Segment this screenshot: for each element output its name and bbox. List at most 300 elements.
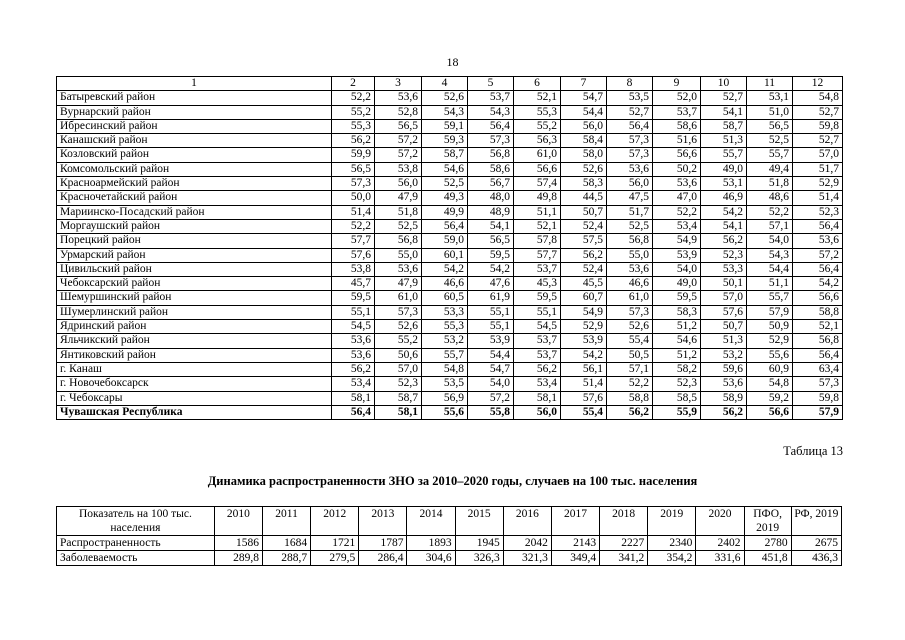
value-cell: 56,6	[793, 291, 843, 305]
value-cell: 52,6	[422, 91, 468, 105]
value-cell: 52,2	[747, 205, 793, 219]
district-name-cell: г. Чебоксары	[57, 391, 332, 405]
value-cell: 52,1	[514, 91, 561, 105]
value-cell: 53,6	[701, 377, 747, 391]
value-cell: 57,3	[607, 305, 653, 319]
value-cell: 57,2	[375, 134, 422, 148]
value-cell: 56,6	[747, 405, 793, 419]
value-cell: 321,3	[503, 551, 551, 566]
table-row	[57, 162, 843, 176]
value-cell: 55,3	[332, 119, 375, 133]
value-cell: 56,5	[332, 162, 375, 176]
value-cell: 51,2	[653, 348, 701, 362]
value-cell: 57,3	[332, 177, 375, 191]
value-cell: 53,4	[332, 377, 375, 391]
table-row	[57, 148, 843, 162]
value-cell: 55,6	[747, 348, 793, 362]
value-cell: 58,6	[653, 119, 701, 133]
value-cell: 57,0	[375, 362, 422, 376]
district-name-cell: Урмарский район	[57, 248, 332, 262]
value-cell: 56,4	[793, 219, 843, 233]
table-row	[57, 391, 843, 405]
indicator-name-cell: Распространенность	[57, 536, 215, 551]
table-row	[57, 551, 842, 566]
table-row	[57, 105, 843, 119]
value-cell: 58,5	[653, 391, 701, 405]
value-cell: 1893	[407, 536, 455, 551]
value-cell: 52,7	[701, 91, 747, 105]
value-cell: 55,4	[607, 334, 653, 348]
value-cell: 279,5	[311, 551, 359, 566]
value-cell: 56,5	[747, 119, 793, 133]
value-cell: 49,0	[653, 277, 701, 291]
value-cell: 56,2	[607, 405, 653, 419]
value-cell: 51,3	[701, 134, 747, 148]
value-cell: 56,8	[375, 234, 422, 248]
value-cell: 50,5	[607, 348, 653, 362]
value-cell: 56,9	[422, 391, 468, 405]
value-cell: 53,4	[653, 219, 701, 233]
district-name-cell: Яльчикский район	[57, 334, 332, 348]
value-cell: 53,6	[375, 91, 422, 105]
column-number-cell: 9	[653, 77, 701, 91]
value-cell: 56,8	[793, 334, 843, 348]
value-cell: 54,7	[561, 91, 607, 105]
value-cell: 54,6	[653, 334, 701, 348]
value-cell: 52,6	[607, 320, 653, 334]
value-cell: 52,2	[332, 219, 375, 233]
table-row	[57, 320, 843, 334]
value-cell: 52,4	[561, 262, 607, 276]
value-cell: 55,9	[653, 405, 701, 419]
table-row	[57, 334, 843, 348]
year-header-cell: 2016	[503, 507, 551, 536]
value-cell: 56,4	[607, 119, 653, 133]
value-cell: 57,4	[514, 177, 561, 191]
value-cell: 52,6	[561, 162, 607, 176]
value-cell: 52,2	[607, 377, 653, 391]
value-cell: 49,0	[701, 162, 747, 176]
value-cell: 54,2	[468, 262, 514, 276]
value-cell: 55,3	[422, 320, 468, 334]
value-cell: 51,3	[701, 334, 747, 348]
value-cell: 56,6	[514, 162, 561, 176]
district-name-cell: Порецкий район	[57, 234, 332, 248]
year-header-cell: 2014	[407, 507, 455, 536]
value-cell: 56,8	[468, 148, 514, 162]
value-cell: 58,7	[701, 119, 747, 133]
value-cell: 57,3	[607, 148, 653, 162]
value-cell: 55,1	[468, 305, 514, 319]
value-cell: 54,1	[701, 219, 747, 233]
value-cell: 52,1	[514, 219, 561, 233]
value-cell: 52,3	[793, 205, 843, 219]
value-cell: 60,9	[747, 362, 793, 376]
value-cell: 53,6	[607, 262, 653, 276]
column-number-cell: 8	[607, 77, 653, 91]
value-cell: 58,1	[514, 391, 561, 405]
value-cell: 54,9	[561, 305, 607, 319]
value-cell: 54,3	[747, 248, 793, 262]
value-cell: 56,2	[701, 234, 747, 248]
value-cell: 52,9	[793, 177, 843, 191]
table-row	[57, 91, 843, 105]
value-cell: 1586	[214, 536, 262, 551]
value-cell: 51,7	[607, 205, 653, 219]
value-cell: 54,6	[422, 162, 468, 176]
year-header-cell: 2011	[262, 507, 310, 536]
value-cell: 53,6	[332, 348, 375, 362]
year-header-cell: 2017	[551, 507, 599, 536]
indicator-header-cell: Показатель на 100 тыс. населения	[57, 507, 215, 536]
value-cell: 48,9	[468, 205, 514, 219]
value-cell: 54,0	[653, 262, 701, 276]
value-cell: 56,4	[422, 219, 468, 233]
value-cell: 59,3	[422, 134, 468, 148]
value-cell: 54,1	[701, 105, 747, 119]
value-cell: 50,0	[332, 191, 375, 205]
value-cell: 53,6	[375, 262, 422, 276]
value-cell: 53,6	[607, 162, 653, 176]
district-name-cell: Моргаушский район	[57, 219, 332, 233]
district-name-cell: Красноармейский район	[57, 177, 332, 191]
value-cell: 1684	[262, 536, 310, 551]
column-number-cell: 3	[375, 77, 422, 91]
value-cell: 56,2	[561, 248, 607, 262]
value-cell: 55,4	[561, 405, 607, 419]
value-cell: 57,3	[607, 134, 653, 148]
value-cell: 1787	[359, 536, 407, 551]
value-cell: 53,2	[701, 348, 747, 362]
value-cell: 57,2	[375, 148, 422, 162]
table-row	[57, 119, 843, 133]
value-cell: 58,3	[653, 305, 701, 319]
value-cell: 52,7	[793, 105, 843, 119]
district-name-cell: Цивильский район	[57, 262, 332, 276]
column-number-cell: 6	[514, 77, 561, 91]
value-cell: 56,0	[561, 119, 607, 133]
value-cell: 56,0	[375, 177, 422, 191]
value-cell: 56,0	[607, 177, 653, 191]
year-header-cell: 2018	[600, 507, 648, 536]
value-cell: 286,4	[359, 551, 407, 566]
value-cell: 57,9	[747, 305, 793, 319]
district-name-cell: Чебоксарский район	[57, 277, 332, 291]
value-cell: 53,6	[332, 334, 375, 348]
column-number-cell: 5	[468, 77, 514, 91]
value-cell: 57,1	[607, 362, 653, 376]
value-cell: 53,1	[701, 177, 747, 191]
value-cell: 53,4	[514, 377, 561, 391]
value-cell: 44,5	[561, 191, 607, 205]
value-cell: 2042	[503, 536, 551, 551]
value-cell: 58,3	[561, 177, 607, 191]
value-cell: 2227	[600, 536, 648, 551]
value-cell: 56,0	[514, 405, 561, 419]
value-cell: 52,9	[747, 334, 793, 348]
value-cell: 50,1	[701, 277, 747, 291]
value-cell: 49,9	[422, 205, 468, 219]
value-cell: 341,2	[600, 551, 648, 566]
value-cell: 49,8	[514, 191, 561, 205]
value-cell: 51,4	[793, 191, 843, 205]
table-row	[57, 219, 843, 233]
table-row	[57, 205, 843, 219]
value-cell: 52,5	[422, 177, 468, 191]
reference-header-cell: РФ, 2019	[791, 507, 841, 536]
value-cell: 48,6	[747, 191, 793, 205]
value-cell: 56,5	[375, 119, 422, 133]
value-cell: 52,5	[375, 219, 422, 233]
value-cell: 349,4	[551, 551, 599, 566]
value-cell: 45,3	[514, 277, 561, 291]
value-cell: 55,2	[514, 119, 561, 133]
district-name-cell: Канашский район	[57, 134, 332, 148]
column-number-cell: 7	[561, 77, 607, 91]
value-cell: 57,9	[793, 405, 843, 419]
value-cell: 45,7	[332, 277, 375, 291]
year-header-cell: 2015	[455, 507, 503, 536]
value-cell: 51,8	[375, 205, 422, 219]
value-cell: 1721	[311, 536, 359, 551]
value-cell: 51,4	[332, 205, 375, 219]
value-cell: 52,5	[747, 134, 793, 148]
table-row	[57, 377, 843, 391]
value-cell: 54,8	[747, 377, 793, 391]
value-cell: 58,6	[468, 162, 514, 176]
value-cell: 60,1	[422, 248, 468, 262]
value-cell: 56,5	[468, 234, 514, 248]
district-name-cell: Ядринский район	[57, 320, 332, 334]
value-cell: 56,7	[468, 177, 514, 191]
value-cell: 47,5	[607, 191, 653, 205]
value-cell: 59,8	[793, 391, 843, 405]
table-total-row	[57, 405, 843, 419]
value-cell: 331,6	[696, 551, 744, 566]
value-cell: 436,3	[791, 551, 841, 566]
value-cell: 53,6	[793, 234, 843, 248]
value-cell: 289,8	[214, 551, 262, 566]
value-cell: 57,6	[561, 391, 607, 405]
district-name-cell: Козловский район	[57, 148, 332, 162]
district-name-cell: Мариинско-Посадский район	[57, 205, 332, 219]
year-header-cell: 2010	[214, 507, 262, 536]
value-cell: 55,0	[607, 248, 653, 262]
value-cell: 57,3	[375, 305, 422, 319]
value-cell: 48,0	[468, 191, 514, 205]
value-cell: 45,5	[561, 277, 607, 291]
value-cell: 50,6	[375, 348, 422, 362]
value-cell: 56,4	[468, 119, 514, 133]
value-cell: 59,1	[422, 119, 468, 133]
value-cell: 55,3	[514, 105, 561, 119]
value-cell: 53,7	[514, 348, 561, 362]
value-cell: 54,2	[701, 205, 747, 219]
value-cell: 61,0	[607, 291, 653, 305]
column-number-cell: 2	[332, 77, 375, 91]
value-cell: 53,3	[701, 262, 747, 276]
value-cell: 61,0	[514, 148, 561, 162]
value-cell: 58,8	[607, 391, 653, 405]
value-cell: 59,8	[793, 119, 843, 133]
value-cell: 57,0	[793, 148, 843, 162]
table-row	[57, 177, 843, 191]
value-cell: 52,2	[332, 91, 375, 105]
value-cell: 55,7	[747, 291, 793, 305]
value-cell: 57,6	[701, 305, 747, 319]
value-cell: 57,5	[561, 234, 607, 248]
value-cell: 54,3	[468, 105, 514, 119]
value-cell: 55,7	[747, 148, 793, 162]
value-cell: 56,2	[332, 362, 375, 376]
value-cell: 53,7	[653, 105, 701, 119]
value-cell: 47,9	[375, 191, 422, 205]
regional-rates-table	[56, 76, 843, 420]
year-header-cell: 2019	[648, 507, 696, 536]
value-cell: 52,2	[653, 205, 701, 219]
value-cell: 52,0	[653, 91, 701, 105]
district-name-cell: Чувашская Республика	[57, 405, 332, 419]
value-cell: 2340	[648, 536, 696, 551]
value-cell: 55,2	[375, 334, 422, 348]
value-cell: 54,4	[747, 262, 793, 276]
value-cell: 53,7	[514, 334, 561, 348]
value-cell: 55,1	[514, 305, 561, 319]
value-cell: 54,5	[514, 320, 561, 334]
value-cell: 1945	[455, 536, 503, 551]
value-cell: 2143	[551, 536, 599, 551]
table-row	[57, 134, 843, 148]
value-cell: 55,7	[422, 348, 468, 362]
value-cell: 52,4	[561, 219, 607, 233]
value-cell: 58,8	[793, 305, 843, 319]
prevalence-dynamics-table	[56, 506, 842, 566]
table-row	[57, 262, 843, 276]
value-cell: 55,1	[332, 305, 375, 319]
value-cell: 2780	[744, 536, 791, 551]
value-cell: 52,3	[653, 377, 701, 391]
value-cell: 54,9	[653, 234, 701, 248]
district-name-cell: Комсомольский район	[57, 162, 332, 176]
value-cell: 57,3	[793, 377, 843, 391]
value-cell: 57,7	[514, 248, 561, 262]
value-cell: 52,1	[793, 320, 843, 334]
value-cell: 56,6	[653, 148, 701, 162]
value-cell: 50,2	[653, 162, 701, 176]
district-name-cell: Янтиковский район	[57, 348, 332, 362]
value-cell: 60,5	[422, 291, 468, 305]
value-cell: 288,7	[262, 551, 310, 566]
value-cell: 57,2	[793, 248, 843, 262]
value-cell: 59,5	[653, 291, 701, 305]
district-name-cell: Шемуршинский район	[57, 291, 332, 305]
district-name-cell: Красночетайский район	[57, 191, 332, 205]
table-row	[57, 277, 843, 291]
value-cell: 2675	[791, 536, 841, 551]
value-cell: 51,4	[561, 377, 607, 391]
value-cell: 53,9	[653, 248, 701, 262]
value-cell: 53,6	[653, 177, 701, 191]
value-cell: 56,1	[561, 362, 607, 376]
value-cell: 57,7	[332, 234, 375, 248]
value-cell: 59,2	[747, 391, 793, 405]
value-cell: 55,1	[468, 320, 514, 334]
column-number-cell: 10	[701, 77, 747, 91]
value-cell: 54,3	[422, 105, 468, 119]
column-number-cell: 1	[57, 77, 332, 91]
value-cell: 56,3	[514, 134, 561, 148]
district-name-cell: Вурнарский район	[57, 105, 332, 119]
value-cell: 46,6	[607, 277, 653, 291]
value-cell: 53,5	[607, 91, 653, 105]
value-cell: 58,1	[375, 405, 422, 419]
value-cell: 52,5	[607, 219, 653, 233]
value-cell: 47,9	[375, 277, 422, 291]
value-cell: 46,6	[422, 277, 468, 291]
district-name-cell: г. Новочебоксарск	[57, 377, 332, 391]
value-cell: 54,0	[747, 234, 793, 248]
value-cell: 51,0	[747, 105, 793, 119]
value-cell: 53,8	[375, 162, 422, 176]
value-cell: 58,9	[701, 391, 747, 405]
value-cell: 50,7	[701, 320, 747, 334]
value-cell: 52,7	[793, 134, 843, 148]
value-cell: 58,7	[375, 391, 422, 405]
value-cell: 50,7	[561, 205, 607, 219]
table-title: Динамика распространенности ЗНО за 2010–2020 годы, случаев на 100 тыс. населения	[207, 474, 698, 488]
value-cell: 52,6	[375, 320, 422, 334]
value-cell: 58,1	[332, 391, 375, 405]
value-cell: 56,2	[332, 134, 375, 148]
value-cell: 61,0	[375, 291, 422, 305]
value-cell: 53,2	[422, 334, 468, 348]
value-cell: 58,0	[561, 148, 607, 162]
value-cell: 56,4	[793, 262, 843, 276]
district-name-cell: Ибресинский район	[57, 119, 332, 133]
value-cell: 51,1	[514, 205, 561, 219]
value-cell: 51,8	[747, 177, 793, 191]
value-cell: 59,9	[332, 148, 375, 162]
value-cell: 52,8	[375, 105, 422, 119]
table-row	[57, 348, 843, 362]
value-cell: 57,6	[332, 248, 375, 262]
value-cell: 54,8	[793, 91, 843, 105]
column-number-cell: 11	[747, 77, 793, 91]
value-cell: 57,0	[701, 291, 747, 305]
value-cell: 55,8	[468, 405, 514, 419]
value-cell: 56,2	[514, 362, 561, 376]
value-cell: 51,2	[653, 320, 701, 334]
table-row	[57, 362, 843, 376]
value-cell: 56,4	[332, 405, 375, 419]
value-cell: 354,2	[648, 551, 696, 566]
value-cell: 53,8	[332, 262, 375, 276]
value-cell: 60,7	[561, 291, 607, 305]
table-row	[57, 305, 843, 319]
value-cell: 50,9	[747, 320, 793, 334]
value-cell: 49,3	[422, 191, 468, 205]
value-cell: 59,5	[468, 248, 514, 262]
value-cell: 57,8	[514, 234, 561, 248]
value-cell: 46,9	[701, 191, 747, 205]
value-cell: 59,6	[701, 362, 747, 376]
value-cell: 54,4	[468, 348, 514, 362]
value-cell: 54,7	[468, 362, 514, 376]
value-cell: 49,4	[747, 162, 793, 176]
value-cell: 326,3	[455, 551, 503, 566]
indicator-name-cell: Заболеваемость	[57, 551, 215, 566]
table-label: Таблица 13	[783, 444, 843, 458]
